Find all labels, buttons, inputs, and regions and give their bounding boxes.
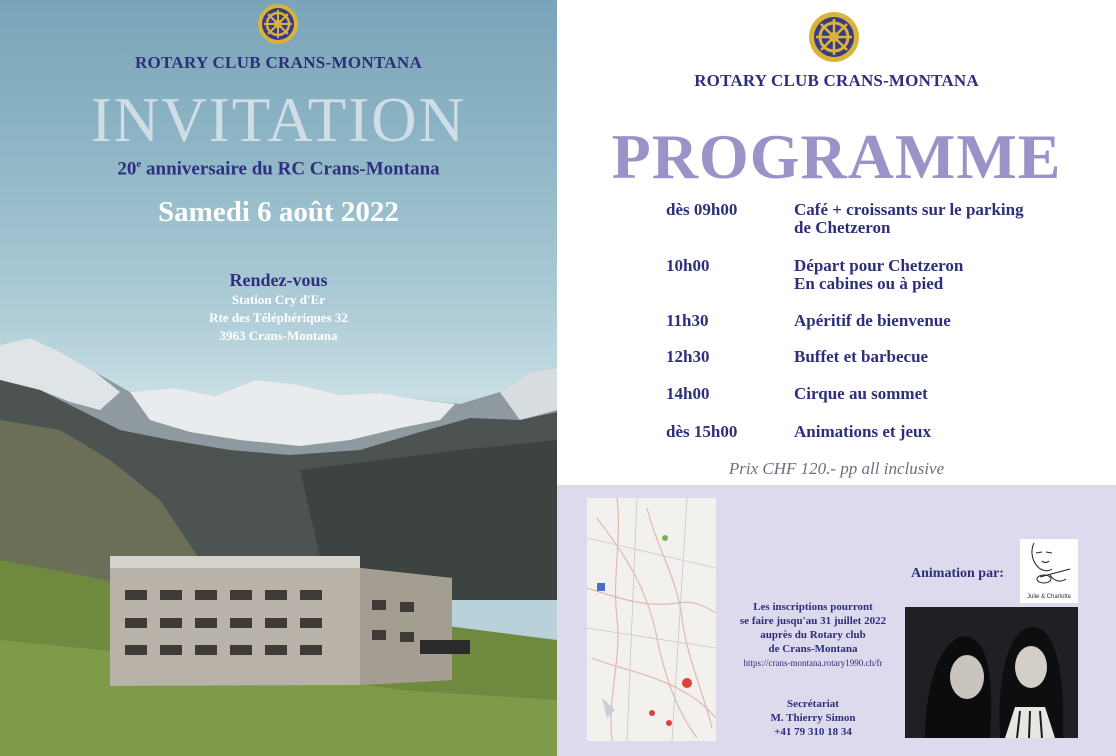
invitation-panel (0, 0, 557, 756)
website-link[interactable]: https://crans-montana.rotary1990.ch/fr (743, 658, 883, 668)
event-date: Samedi 6 août 2022 (158, 196, 399, 228)
schedule-item: Buffet et barbecue (794, 347, 929, 366)
location-map (587, 498, 716, 741)
inscription-line: de Crans-Montana (768, 643, 858, 655)
secretariat-name: M. Thierry Simon (770, 712, 856, 724)
secretariat-phone: +41 79 310 18 34 (774, 726, 852, 738)
inscription-line: auprès du Rotary club (760, 629, 866, 641)
anniversary-line: 20e anniversaire du RC Crans-Montana (117, 158, 440, 180)
schedule-time: 11h30 (666, 311, 709, 330)
schedule-time: dès 15h00 (666, 422, 738, 441)
map-image (587, 498, 716, 741)
sketch-drawing-icon (1020, 539, 1078, 594)
rotary-emblem-icon (807, 10, 861, 64)
artists-photo-image (905, 607, 1078, 738)
rotary-emblem-icon (252, 2, 304, 46)
schedule-time: 10h00 (666, 256, 710, 275)
artists-photo (905, 607, 1078, 738)
address-line: Station Cry d'Er (231, 292, 326, 307)
animation-label: Animation par: (911, 566, 1004, 581)
inscription-line: se faire jusqu'au 31 juillet 2022 (739, 615, 887, 627)
schedule-item: Café + croissants sur le parking de Chetzeron (794, 200, 1024, 237)
address-line: 3963 Crans-Montana (219, 328, 338, 343)
address-line: Rte des Téléphériques 32 (209, 310, 348, 325)
programme-title: PROGRAMME (611, 121, 1062, 192)
price-text: Prix CHF 120.- pp all inclusive (728, 459, 945, 478)
schedule-item: Animations et jeux (794, 422, 931, 441)
club-name: ROTARY CLUB CRANS-MONTANA (134, 53, 423, 72)
artists-caption: Julie & Charlotte (1026, 594, 1072, 600)
schedule-item: Apéritif de bienvenue (794, 311, 951, 330)
schedule-item: Cirque au sommet (794, 384, 928, 403)
schedule-time: dès 09h00 (666, 200, 738, 219)
inscription-line: Les inscriptions pourront (753, 601, 873, 613)
rendezvous-title: Rendez-vous (229, 270, 328, 290)
invitation-title: INVITATION (90, 85, 467, 155)
schedule-time: 12h30 (666, 347, 710, 366)
secretariat-title: Secrétariat (787, 698, 839, 710)
club-name: ROTARY CLUB CRANS-MONTANA (694, 71, 979, 90)
schedule-time: 14h00 (666, 384, 710, 403)
schedule-item: Départ pour Chetzeron En cabines ou à pied (794, 256, 964, 293)
